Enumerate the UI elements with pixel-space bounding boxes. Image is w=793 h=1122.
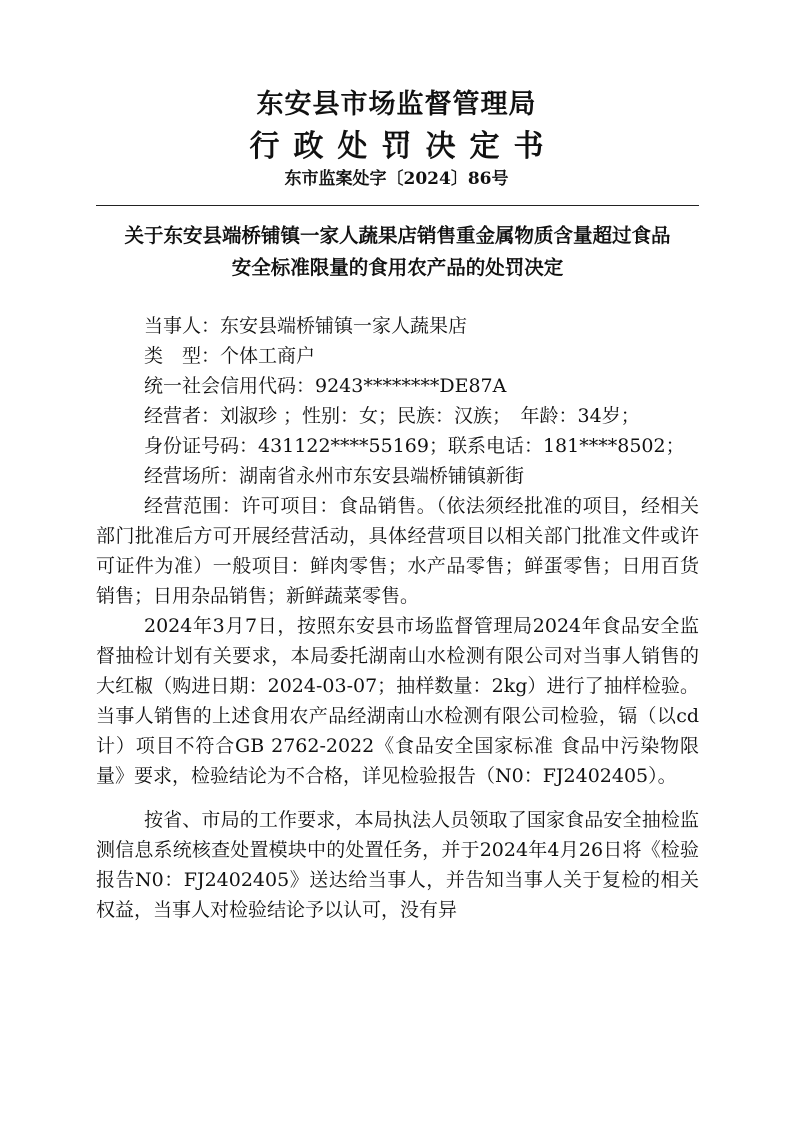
party-operator: 经营者：刘淑珍 ；性别：女；民族：汉族； 年龄：34岁； — [144, 405, 640, 427]
party-name: 当事人：东安县端桥铺镇一家人蔬果店 — [144, 315, 468, 337]
decision-subject-line-2: 安全标准限量的食用农产品的处罚决定 — [231, 256, 564, 279]
party-info — [96, 311, 699, 491]
decision-subject-line-1: 关于东安县端桥铺镇一家人蔬果店销售重金属物质含量超过食品 — [124, 224, 671, 247]
party-id-phone: 身份证号码：431122****55169；联系电话：181****8502； — [144, 435, 685, 457]
party-address: 经营场所：湖南省永州市东安县端桥铺镇新街 — [144, 465, 525, 487]
decision-subject — [96, 220, 699, 284]
notification-paragraph: 按省、市局的工作要求，本局执法人员领取了国家食品安全抽检监测信息系统核查处置模块中的处置任务，并于2024年4月26日将《检验报告N0：FJ2402405》送达给当事人，并告知当事人关于复检的相关权益，当事人对检验结论予以认可，没有异 — [96, 809, 699, 921]
party-type: 类 型：个体工商户 — [144, 345, 316, 367]
decision-body — [96, 491, 699, 925]
party-credit-code: 统一社会信用代码：9243********DE87A — [144, 375, 507, 397]
inspection-paragraph: 2024年3月7日，按照东安县市场监督管理局2024年食品安全监督抽检计划有关要求，本局委托湖南山水检测有限公司对当事人销售的大红椒（购进日期：2024-03-07；抽样数量：2kg）进行了抽样检验。当事人销售的上述食用农产品经湖南山水检测有限公司检验，镉（以cd计）项目不符合GB 2762-2022《食品安全国家标准 食品中污染物限量》要求，检验结论为不合格，详见检验报告（N0：FJ2402405）。 — [96, 615, 699, 787]
document-number: 东市监案处字〔2024〕86号 — [284, 169, 509, 189]
issuing-authority: 东安县市场监督管理局 — [256, 89, 537, 120]
business-scope-paragraph: 经营范围：许可项目：食品销售。（依法须经批准的项目，经相关部门批准后方可开展经营活动，具体经营项目以相关部门批准文件或许可证件为准）一般项目：鲜肉零售；水产品零售；鲜蛋零售；日用百货销售；日用杂品销售；新鲜蔬菜零售。 — [96, 495, 699, 607]
document-type-title: 行政处罚决定书 — [249, 129, 558, 164]
header-divider — [96, 205, 699, 206]
